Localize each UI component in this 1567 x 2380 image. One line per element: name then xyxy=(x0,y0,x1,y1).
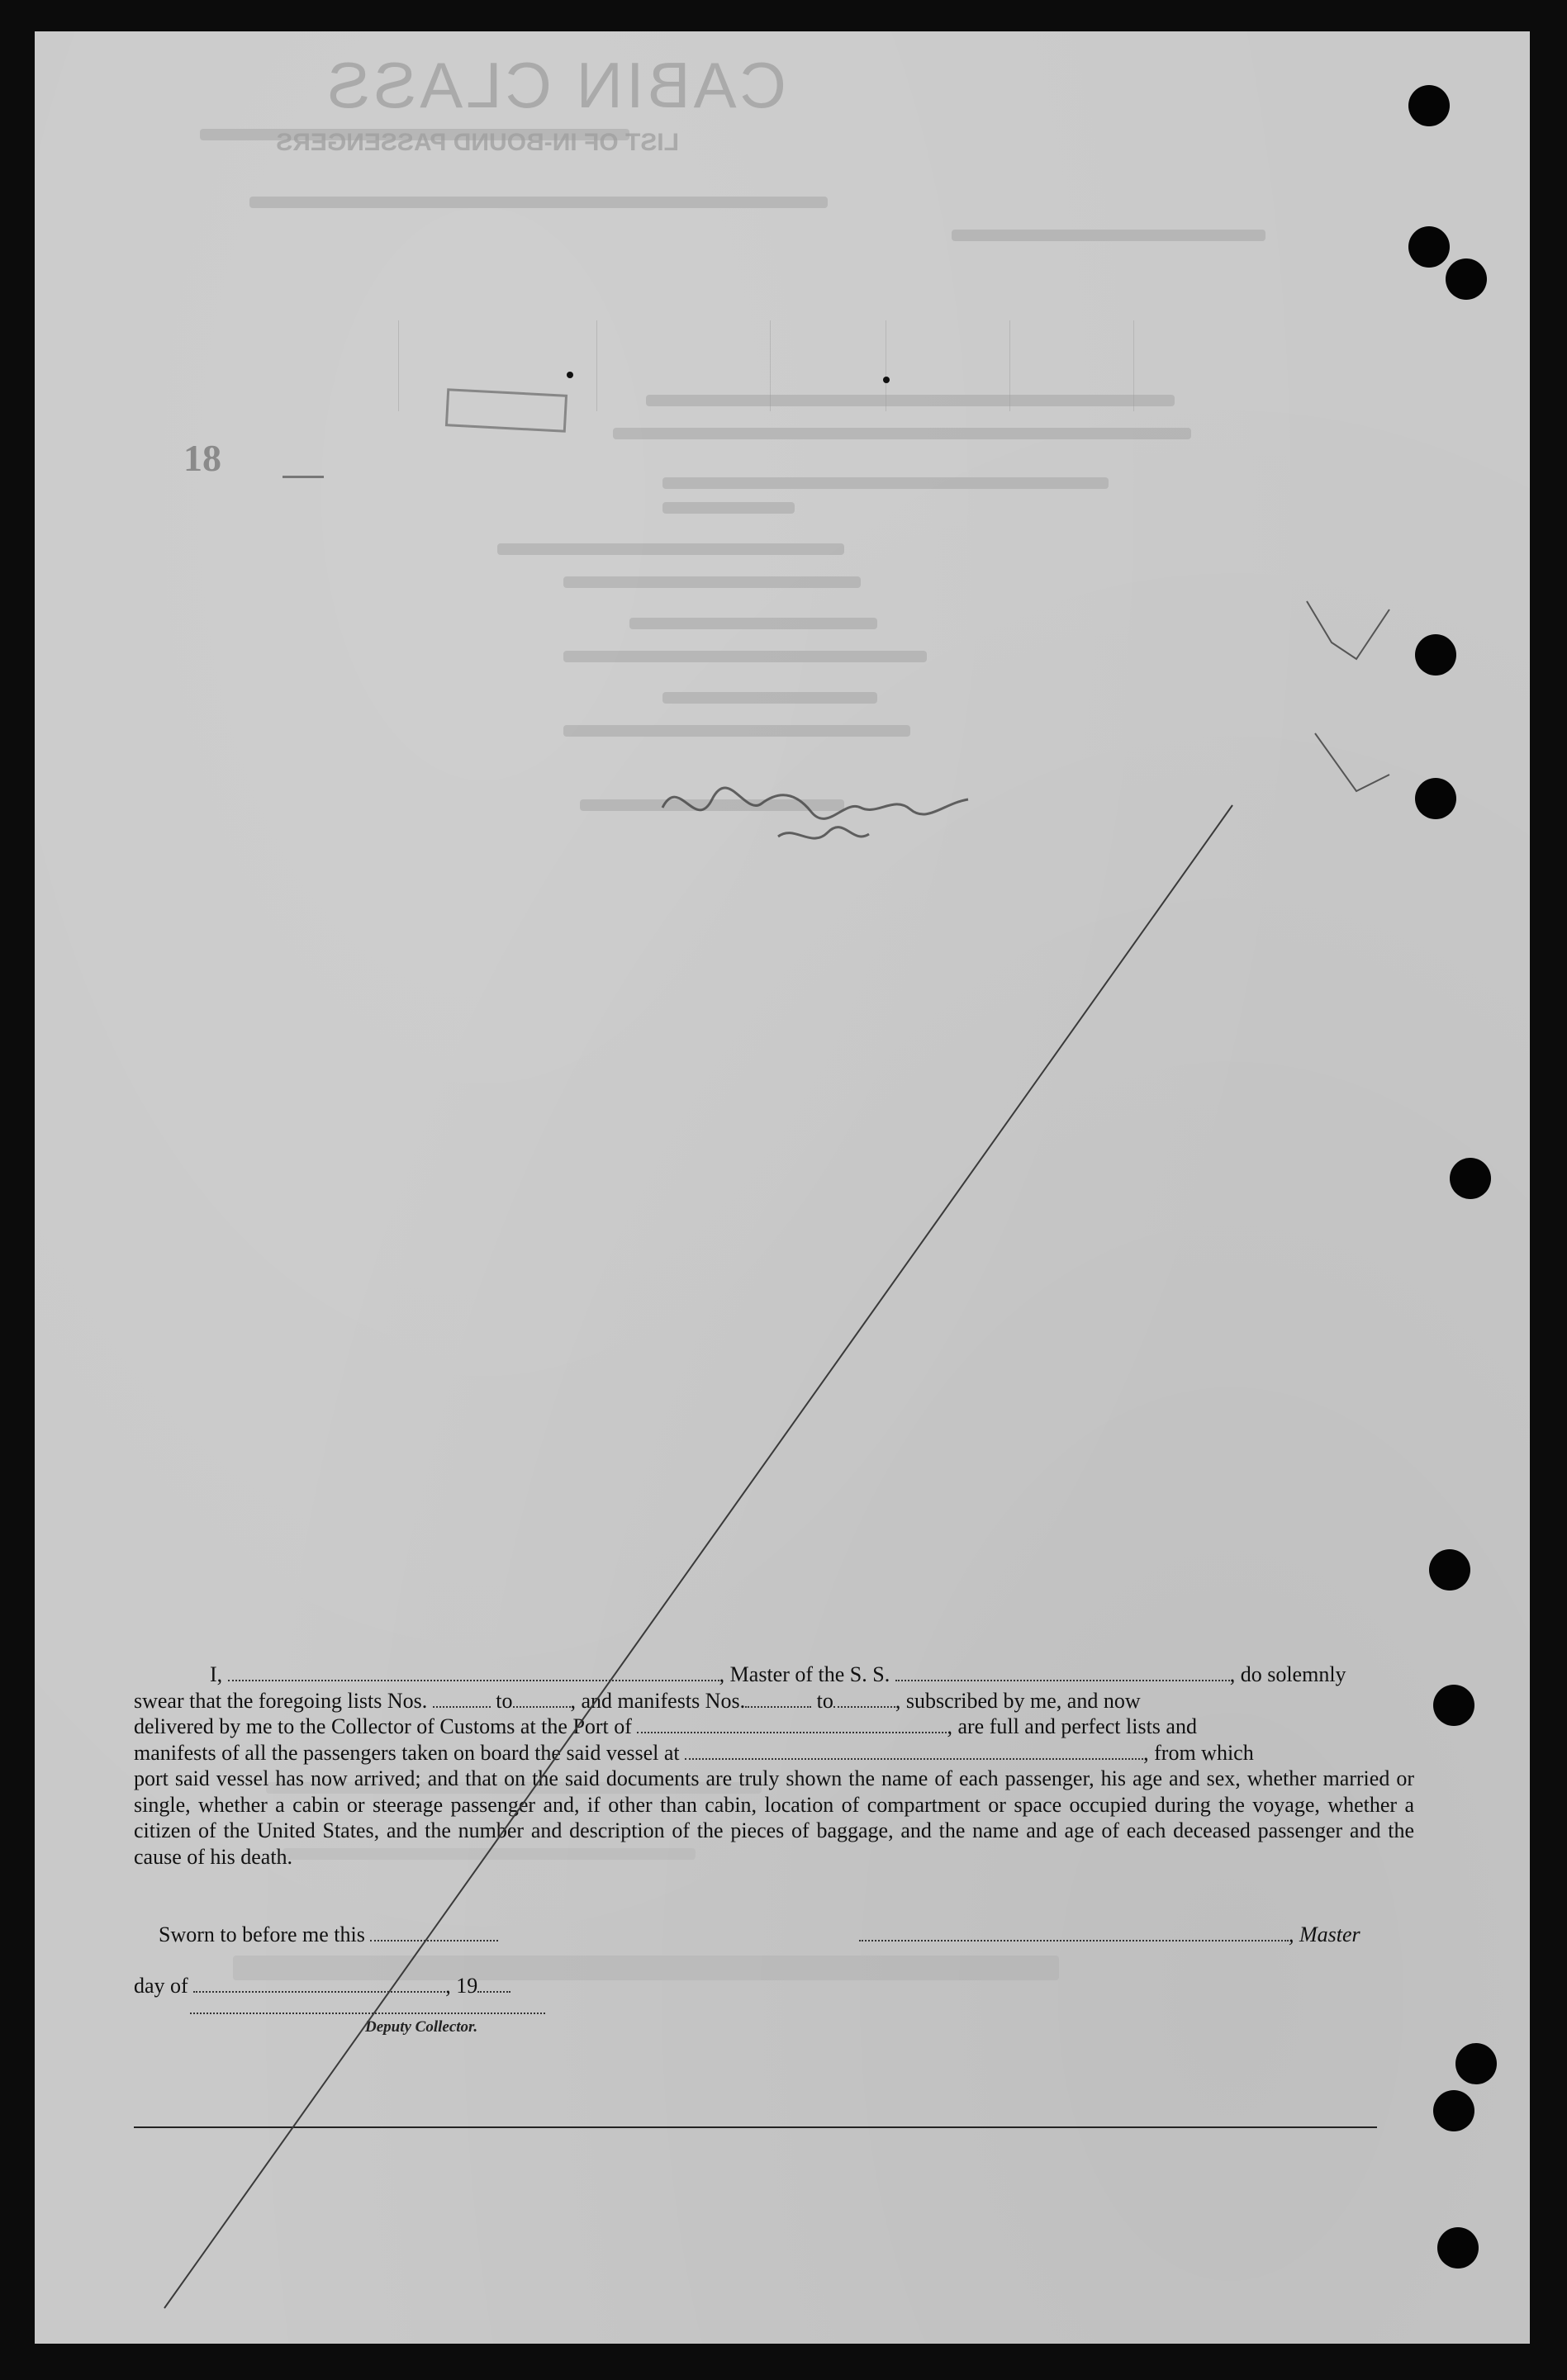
deputy-collector-label: Deputy Collector. xyxy=(365,2018,478,2036)
oath-i: I, xyxy=(210,1662,223,1686)
master-label: , Master xyxy=(1289,1922,1360,1946)
cancellation-lines xyxy=(35,31,1530,2344)
side-mark: 18 xyxy=(183,437,221,479)
sworn-label: Sworn to before me this xyxy=(159,1922,365,1946)
oath-to: to xyxy=(496,1688,513,1713)
year-label: , 19 xyxy=(445,1974,478,1998)
punch-hole xyxy=(1415,778,1456,819)
document-page xyxy=(35,31,1530,2344)
punch-hole xyxy=(1446,258,1487,300)
punch-hole xyxy=(1450,1158,1491,1199)
oath-swear: swear that the foregoing lists Nos. xyxy=(134,1688,428,1713)
punch-hole xyxy=(1415,634,1456,676)
oath-to2: to xyxy=(816,1688,833,1713)
punch-hole xyxy=(1408,226,1450,268)
bracket-mark xyxy=(1307,601,1389,659)
bracket-mark xyxy=(1315,733,1389,791)
oath-subscribed: , subscribed by me, and now xyxy=(895,1688,1141,1713)
punch-hole xyxy=(1433,1685,1474,1726)
oath-solemnly: , do solemnly xyxy=(1229,1662,1346,1686)
punch-hole xyxy=(1455,2043,1497,2084)
show-through-heading: CABIN CLASS xyxy=(324,49,786,121)
oath-full: , are full and perfect lists and xyxy=(947,1714,1197,1738)
punch-hole xyxy=(1408,85,1450,126)
punch-hole xyxy=(1433,2090,1474,2131)
diagonal-cancel-line xyxy=(164,805,1232,2308)
oath-master-ss: , Master of the S. S. xyxy=(719,1662,890,1686)
punch-hole xyxy=(1429,1549,1470,1591)
oath-body: port said vessel has now arrived; and that on the said documents are truly shown the name of each passenger, his age and sex, whether married or single, whether a cabin or steerage passenger and, if other than cabin, location of compartment or space occupied during the voyage, whether a citizen of the United States, and the number and description of the pieces of baggage, and the name and age of each deceased passenger and the cause of his death. xyxy=(134,1766,1414,1869)
oath-manifests-all: manifests of all the passengers taken on board the said vessel at xyxy=(134,1740,680,1765)
oath-manifests: , and manifests Nos. xyxy=(570,1688,746,1713)
punch-hole xyxy=(1437,2227,1479,2269)
oath-from-which: , from which xyxy=(1143,1740,1254,1765)
show-through-subheading: LIST OF IN-BOUND PASSENGERS xyxy=(276,129,679,156)
day-label: day of xyxy=(134,1974,188,1998)
oath-delivered: delivered by me to the Collector of Customs at the Port of xyxy=(134,1714,632,1738)
